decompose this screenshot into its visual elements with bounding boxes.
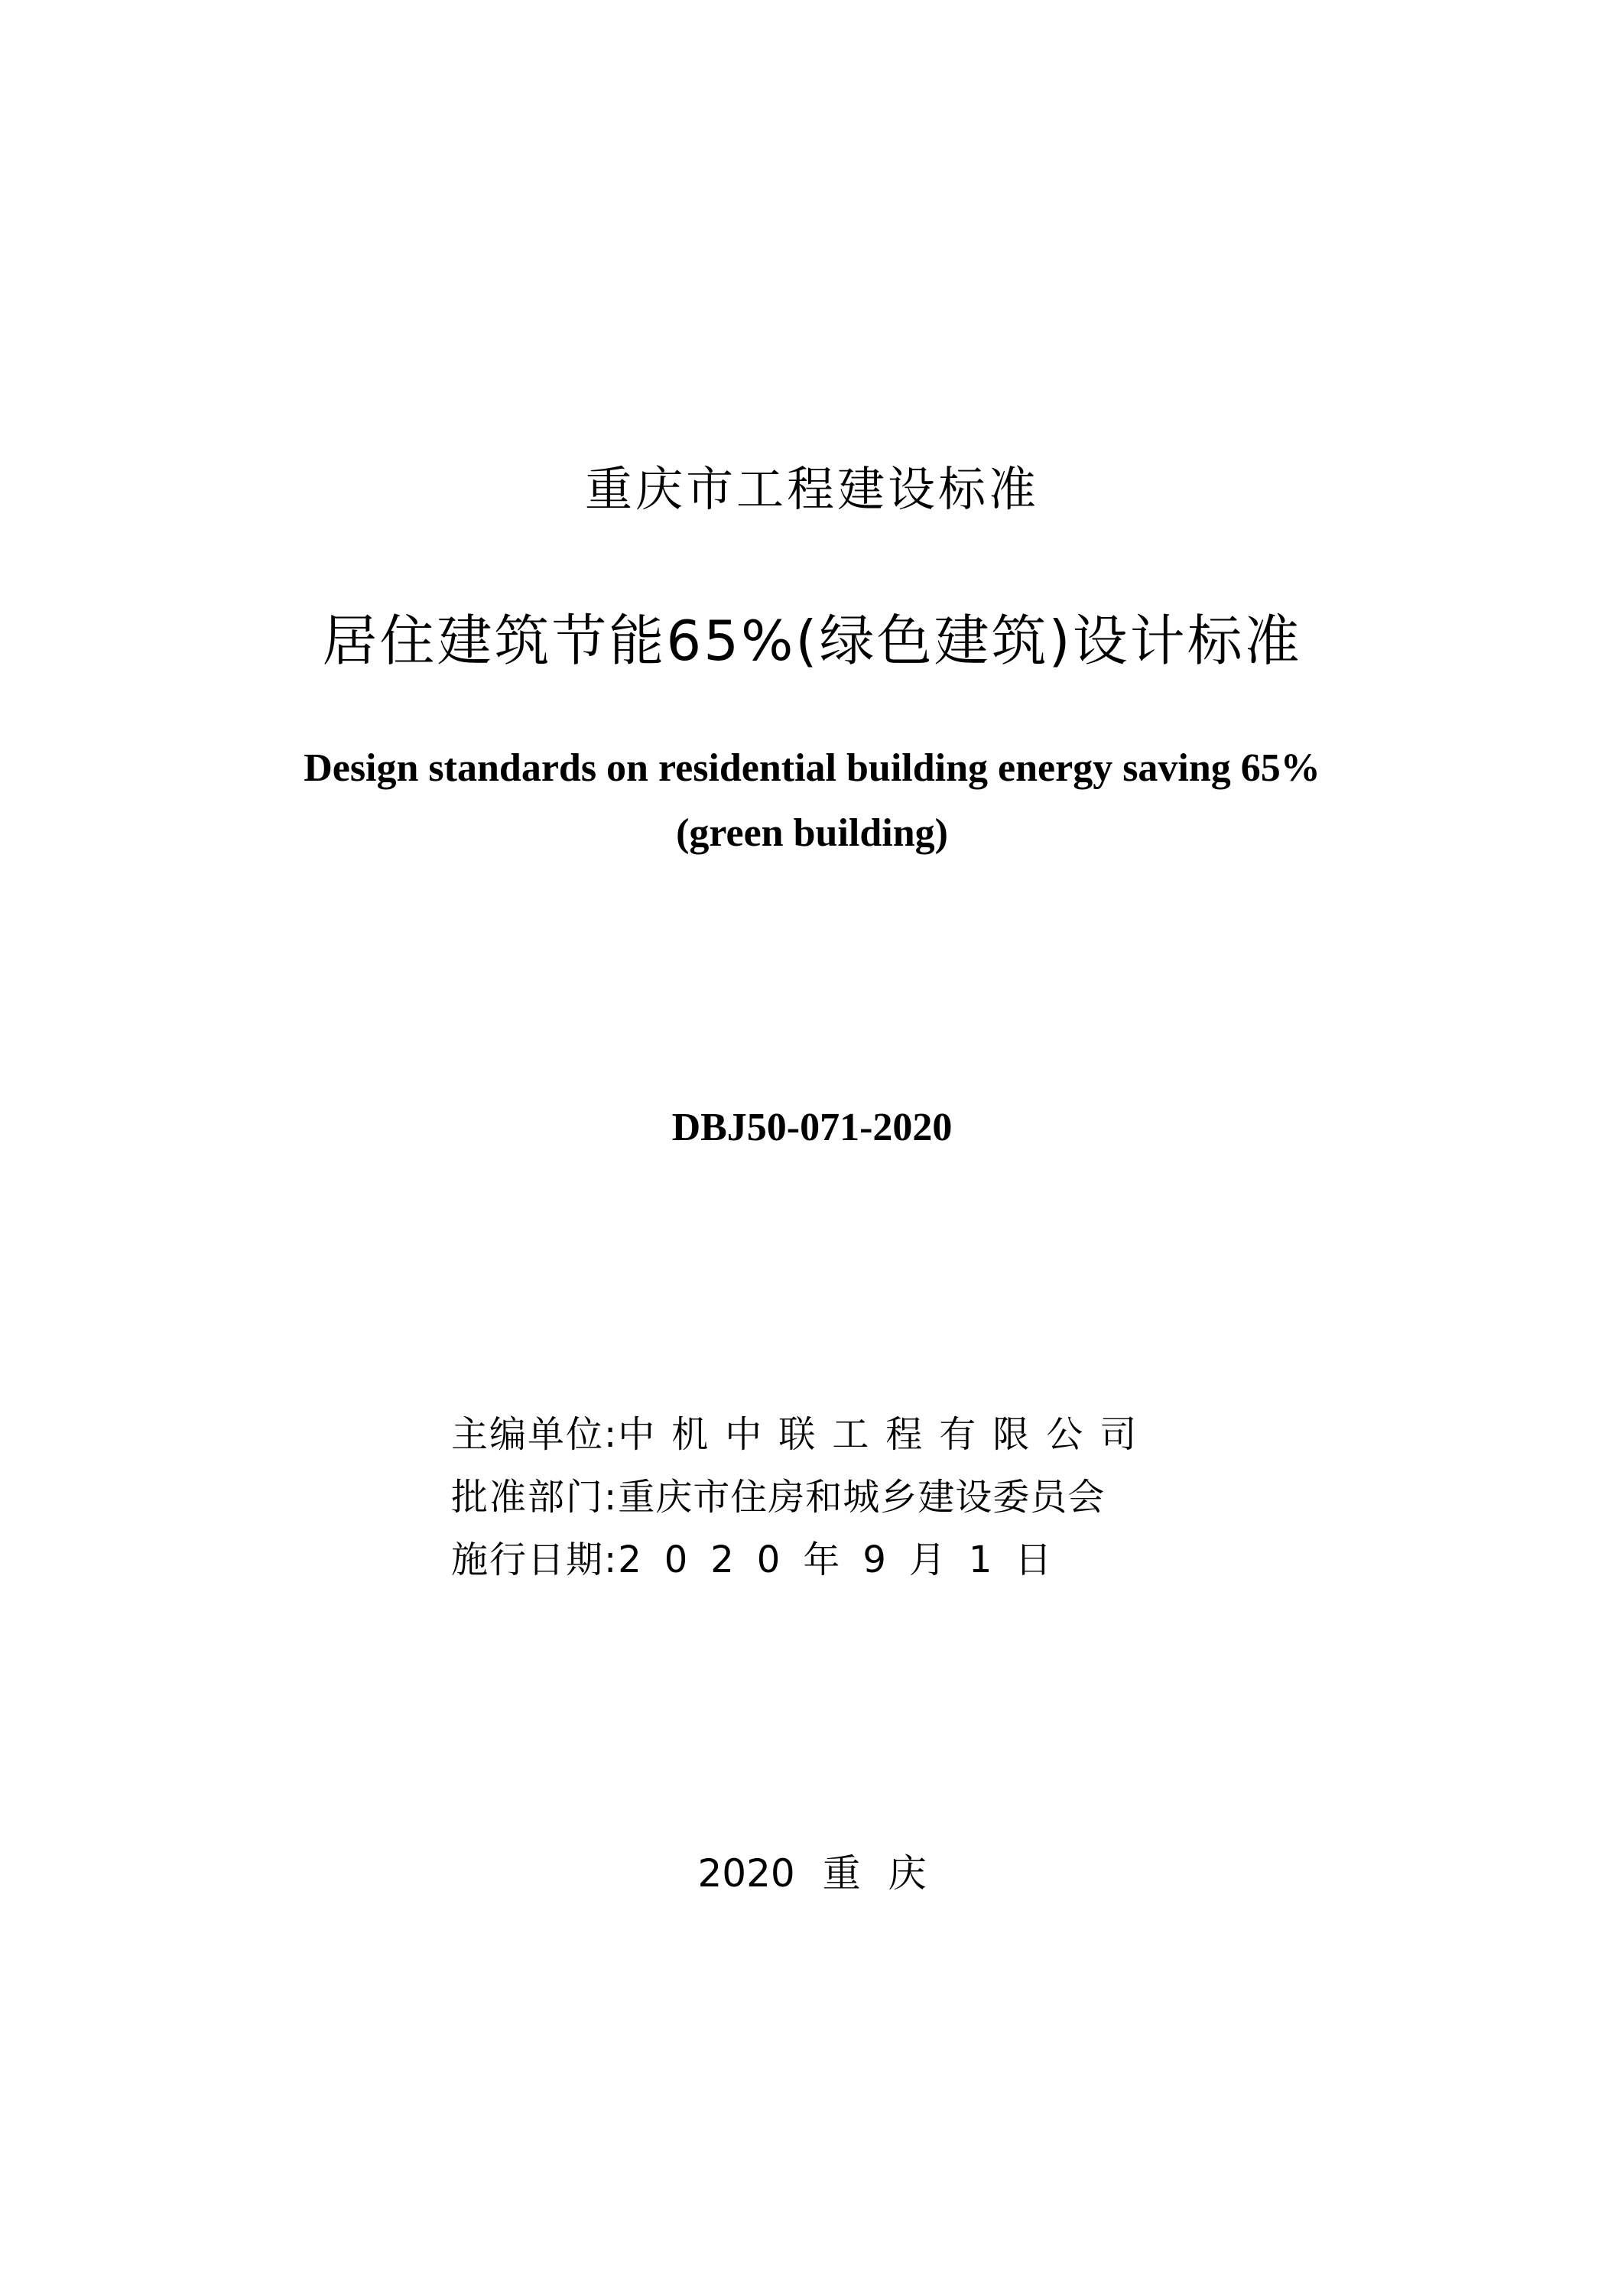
info-row-effective-date xyxy=(451,1529,1216,1591)
info-row-editor xyxy=(451,1403,1216,1466)
publish-year-city: 2020 重 庆 xyxy=(697,1851,927,1896)
series-title: 重庆市工程建设标准 xyxy=(584,461,1039,517)
editor-value: 中机中联工程有限公司 xyxy=(618,1413,1154,1456)
main-title: 居住建筑节能65%(绿色建筑)设计标准 xyxy=(322,609,1302,673)
english-title-line-2: (green building) xyxy=(676,811,948,855)
effective-date-label: 施行日期: xyxy=(451,1539,619,1581)
info-block xyxy=(451,1403,1216,1591)
approver-value: 重庆市住房和城乡建设委员会 xyxy=(618,1476,1106,1519)
approver-label: 批准部门: xyxy=(451,1476,619,1519)
info-row-approver xyxy=(451,1466,1216,1529)
editor-label: 主编单位: xyxy=(451,1413,619,1456)
english-title-line-1: Design standards on residential building energy saving 65% xyxy=(304,746,1320,790)
effective-date-value: 2020年9月1日 xyxy=(618,1539,1075,1581)
standard-code: DBJ50-071-2020 xyxy=(671,1106,953,1149)
